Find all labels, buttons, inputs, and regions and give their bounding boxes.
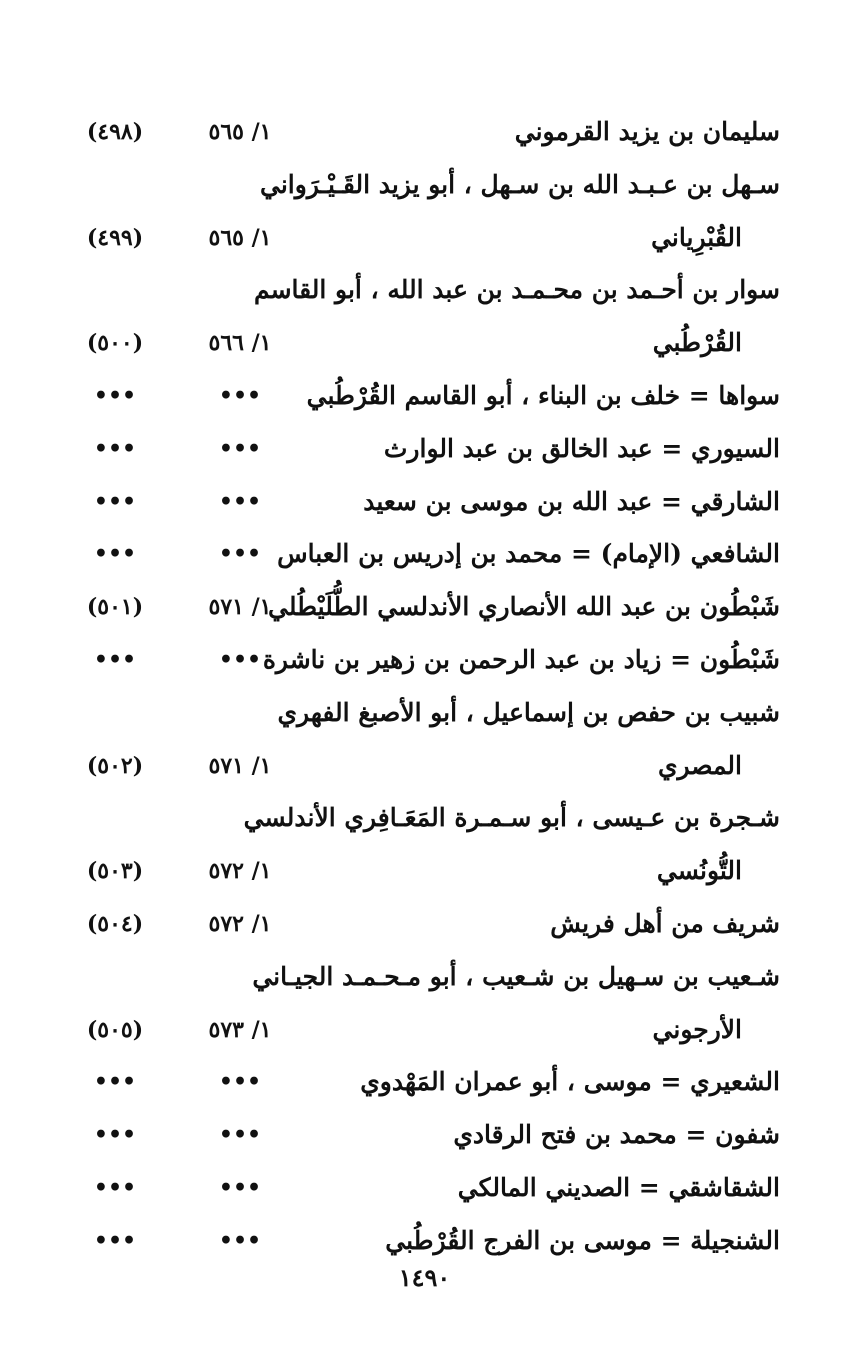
entry-number: •••: [93, 1227, 137, 1254]
entry-number: •••: [93, 488, 137, 515]
index-entry: [60, 844, 780, 898]
entry-number: (٥٠٢): [86, 752, 144, 779]
index-entry: [60, 739, 780, 793]
entry-volume-page: ١/ ٥٦٥: [208, 119, 272, 145]
entry-volume-page: ١/ ٥٧٣: [208, 1016, 272, 1043]
entry-number: (٤٩٨): [86, 119, 144, 145]
index-entry: [60, 580, 780, 634]
entry-name: شـجرة بن عـيسى ، أبو سـمـرة المَعَـافِري الأندلسي: [243, 803, 780, 833]
entry-number: •••: [93, 541, 137, 568]
entry-name: شَبْطُون بن عبد الله الأنصاري الأندلسي الطُّلَيْطُلي: [268, 592, 780, 622]
index-entry: [60, 1003, 780, 1057]
entry-volume-page: ١/ ٥٧١: [208, 752, 272, 779]
entry-volume-page: •••: [218, 647, 262, 673]
entry-volume-page: •••: [218, 435, 262, 462]
entry-volume-page: •••: [218, 1227, 262, 1254]
entry-number: (٥٠٣): [86, 858, 144, 885]
index-entry: [60, 950, 780, 1004]
entry-name: القُرْطُبي: [652, 328, 742, 358]
entry-name: سـهل بن عـبـد الله بن سـهل ، أبو يزيد القَـيْـرَواني: [260, 169, 780, 199]
entry-name: التُّونُسي: [656, 856, 742, 886]
entry-name: السيوري = عبد الخالق بن عبد الوارث: [383, 433, 780, 463]
entry-name: شبيب بن حفص بن إسماعيل ، أبو الأصبغ الفهري: [277, 697, 780, 727]
entry-number: (٥٠٥): [86, 1016, 144, 1043]
entry-volume-page: ١/ ٥٧١: [208, 594, 272, 621]
entry-name: سوار بن أحـمد بن محـمـد بن عبد الله ، أبو القاسم: [253, 275, 780, 305]
entry-volume-page: ١/ ٥٦٥: [208, 224, 272, 251]
index-entry: [60, 369, 780, 423]
entry-number: (٤٩٩): [86, 224, 144, 251]
entry-volume-page: •••: [218, 1175, 262, 1201]
entry-volume-page: •••: [218, 541, 262, 568]
entry-number: (٥٠١): [86, 594, 144, 621]
entry-number: (٥٠٤): [86, 911, 144, 937]
index-entry: [60, 791, 780, 845]
index-entry: [60, 105, 780, 159]
entry-name: القُبْرِياني: [651, 222, 742, 252]
index-entry: [60, 527, 780, 581]
index-entry: [60, 158, 780, 212]
entry-number: •••: [93, 435, 137, 462]
entry-volume-page: •••: [218, 1122, 262, 1149]
entry-name: الشارقي = عبد الله بن موسى بن سعيد: [363, 486, 780, 516]
entry-name: سواها = خلف بن البناء ، أبو القاسم القُرْطُبي: [306, 381, 780, 410]
page-number: ١٤٩٠: [398, 1263, 451, 1292]
entry-name: الشعيري = موسى ، أبو عمران المَهْدوي: [360, 1067, 780, 1097]
entry-name: شريف من أهل فريش: [550, 909, 780, 938]
entry-name: الشقاشقي = الصديني المالكي: [457, 1173, 780, 1202]
entry-name: الأرجوني: [652, 1014, 742, 1044]
entry-number: •••: [93, 1069, 137, 1096]
entry-name: شَبْطُون = زياد بن عبد الرحمن بن زهير بن ناشرة: [262, 645, 780, 674]
entry-volume-page: ١/ ٥٧٢: [208, 858, 272, 885]
entry-name: الشنجيلة = موسى بن الفرج القُرْطُبي: [385, 1225, 780, 1255]
index-entry: [60, 475, 780, 529]
index-entry: [60, 263, 780, 317]
entry-name: الشافعي (الإمام) = محمد بن إدريس بن العباس: [277, 539, 780, 569]
index-entry: [60, 422, 780, 476]
entry-volume-page: ١/ ٥٦٦: [208, 330, 272, 357]
entry-number: •••: [93, 1122, 137, 1149]
entry-number: (٥٠٠): [86, 330, 144, 357]
entry-volume-page: •••: [218, 383, 262, 409]
entry-number: •••: [93, 647, 137, 673]
entry-name: شـعيب بن سـهيل بن شـعيب ، أبو مـحـمـد الجيـاني: [252, 961, 780, 991]
index-entry: [60, 897, 780, 951]
entry-volume-page: •••: [218, 1069, 262, 1096]
entry-number: •••: [93, 1175, 137, 1201]
entry-name: شفون = محمد بن فتح الرقادي: [453, 1120, 780, 1150]
entry-name: المصري: [657, 750, 742, 780]
entry-volume-page: •••: [218, 488, 262, 515]
entry-number: •••: [93, 383, 137, 409]
index-entry: [60, 686, 780, 740]
index-entry: [60, 211, 780, 265]
index-entry: [60, 316, 780, 370]
index-entry: [60, 1161, 780, 1215]
entry-volume-page: ١/ ٥٧٢: [208, 911, 272, 937]
index-entry: [60, 633, 780, 687]
index-entry: [60, 1055, 780, 1109]
entry-name: سليمان بن يزيد القرموني: [514, 117, 780, 146]
index-entry: [60, 1108, 780, 1162]
